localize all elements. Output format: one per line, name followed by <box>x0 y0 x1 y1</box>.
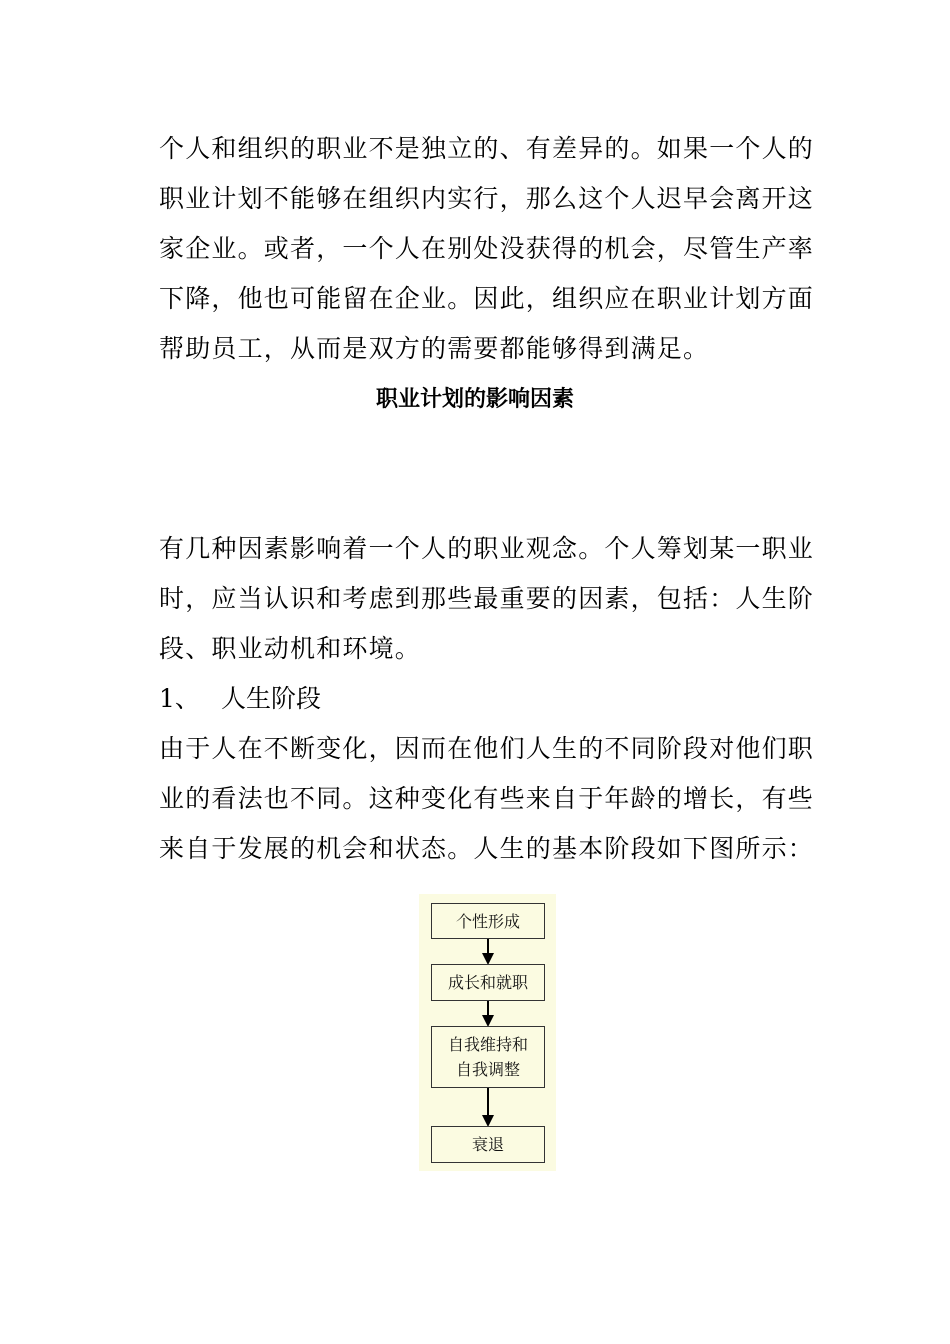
list-number: 1、 <box>159 684 200 713</box>
text-line: 帮助员工，从而是双方的需要都能够得到满足。 <box>159 334 710 363</box>
paragraph-factors <box>159 524 829 674</box>
flow-step-label: 自我维持和 <box>447 1035 528 1054</box>
paragraph-intro <box>159 124 829 374</box>
paragraph-life-stages <box>159 724 829 874</box>
list-item-life-stage <box>159 674 321 724</box>
text-line: 有几种因素影响着一个人的职业观念。个人筹划某一职业 <box>159 534 815 563</box>
text-line: 时，应当认识和考虑到那些最重要的因素，包括：人生阶 <box>159 584 815 613</box>
flow-step-personality <box>431 903 545 939</box>
text-line: 来自于发展的机会和状态。人生的基本阶段如下图所示： <box>159 834 815 863</box>
text-line: 职业计划不能够在组织内实行，那么这个人迟早会离开这 <box>159 184 815 213</box>
life-stage-flowchart <box>419 894 556 1171</box>
flow-step-self-maintenance <box>431 1026 545 1088</box>
flow-step-label: 个性形成 <box>455 911 520 931</box>
list-item-text: 人生阶段 <box>221 684 322 713</box>
text-line: 个人和组织的职业不是独立的、有差异的。如果一个人的 <box>159 134 815 163</box>
flow-step-growth <box>431 964 545 1001</box>
flow-step-label: 成长和就职 <box>447 973 528 992</box>
flow-step-decline <box>431 1126 545 1163</box>
down-arrow-icon <box>487 939 489 963</box>
down-arrow-icon <box>487 1001 489 1025</box>
section-heading: 职业计划的影响因素 <box>375 387 574 412</box>
text-line: 段、职业动机和环境。 <box>159 634 422 663</box>
text-line: 业的看法也不同。这种变化有些来自于年龄的增长，有些 <box>159 784 815 813</box>
flow-step-label: 衰退 <box>471 1135 504 1154</box>
flow-step-label: 自我调整 <box>455 1060 520 1079</box>
text-line: 家企业。或者，一个人在别处没获得的机会，尽管生产率 <box>159 234 815 263</box>
text-line: 由于人在不断变化，因而在他们人生的不同阶段对他们职 <box>159 734 815 763</box>
text-line: 下降，他也可能留在企业。因此，组织应在职业计划方面 <box>159 284 815 313</box>
down-arrow-icon <box>487 1088 489 1125</box>
